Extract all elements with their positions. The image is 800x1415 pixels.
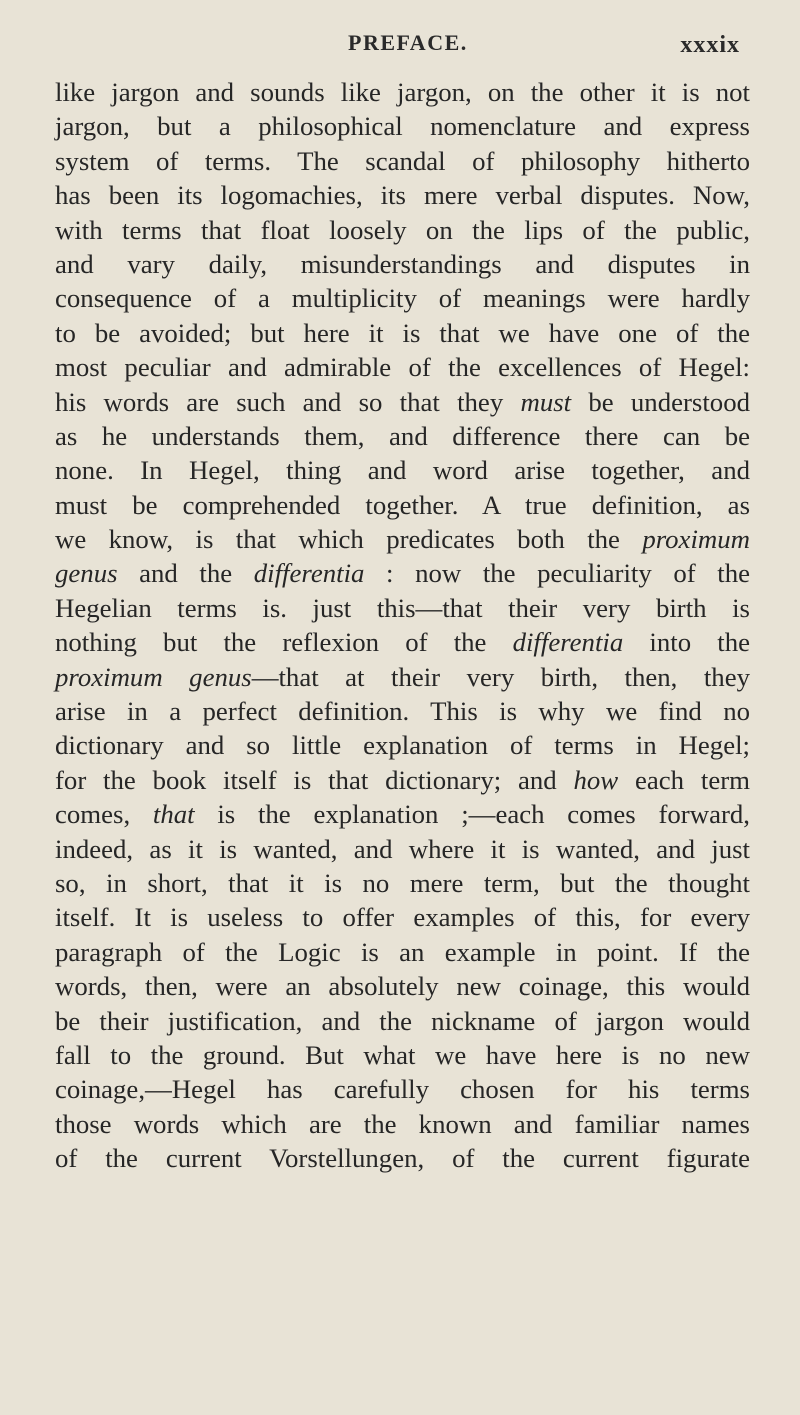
running-head: [0, 30, 800, 60]
text-segment: each term: [618, 764, 750, 795]
italic-term: proximum genus: [55, 661, 252, 692]
text-line: [55, 522, 750, 556]
text-segment: arise in a perfect definition. This is why we find no: [55, 696, 750, 727]
italic-term: proximum: [642, 524, 750, 555]
text-segment: system of terms. The scandal of philosophy hitherto: [55, 145, 750, 176]
text-segment: must be comprehended together. A true definition, as: [55, 489, 750, 520]
text-line: [55, 281, 750, 315]
text-line: [55, 453, 750, 487]
text-segment: paragraph of the Logic is an example in point. If the: [55, 936, 750, 967]
text-line: [55, 385, 750, 419]
text-line: [55, 144, 750, 178]
text-segment: coinage,—Hegel has carefully chosen for his terms: [55, 1074, 750, 1105]
text-segment: : now the peculiarity of the: [364, 558, 750, 589]
text-segment: has been its logomachies, its mere verbal disputes. Now,: [55, 180, 750, 211]
text-segment: to be avoided; but here it is that we have one of the: [55, 317, 750, 348]
text-line: [55, 109, 750, 143]
text-segment: indeed, as it is wanted, and where it is wanted, and just: [55, 833, 750, 864]
text-line: [55, 969, 750, 1003]
text-line: [55, 866, 750, 900]
text-line: [55, 1141, 750, 1175]
text-segment: none. In Hegel, thing and word arise together, and: [55, 455, 750, 486]
text-line: [55, 832, 750, 866]
italic-term: differentia: [512, 627, 624, 658]
text-segment: as he understands them, and difference there can be: [55, 420, 750, 451]
text-segment: fall to the ground. But what we have here is no new: [55, 1039, 750, 1070]
text-line: [55, 763, 750, 797]
text-line: [55, 694, 750, 728]
running-head-title: PREFACE.: [348, 30, 468, 55]
italic-term: genus: [55, 558, 118, 589]
text-segment: for the book itself is that dictionary; and: [55, 764, 574, 795]
text-segment: —that at their very birth, then, they: [251, 661, 750, 692]
text-line: [55, 1107, 750, 1141]
text-segment: be their justification, and the nickname of jargon would: [55, 1005, 750, 1036]
text-line: [55, 213, 750, 247]
italic-term: that: [152, 799, 195, 830]
italic-term: differentia: [253, 558, 365, 589]
text-line: [55, 1038, 750, 1072]
page-number: xxxix: [680, 32, 740, 58]
text-segment: so, in short, that it is no mere term, but the thought: [55, 867, 750, 898]
text-segment: and vary daily, misunderstandings and disputes in: [55, 248, 750, 279]
text-segment: like jargon and sounds like jargon, on the other it is not: [55, 77, 750, 107]
text-line: [55, 1072, 750, 1106]
text-line: [55, 660, 750, 694]
text-segment: is the explanation ;—each comes forward,: [194, 799, 750, 830]
text-segment: we know, is that which predicates both the: [55, 524, 643, 555]
text-segment: words, then, were an absolutely new coinage, this would: [55, 971, 750, 1002]
text-line: [55, 1004, 750, 1038]
italic-term: how: [573, 764, 619, 795]
text-line: [55, 728, 750, 762]
text-segment: dictionary and so little explanation of terms in Hegel;: [55, 730, 750, 761]
text-segment: into the: [623, 627, 750, 658]
text-line: [55, 419, 750, 453]
text-segment: consequence of a multiplicity of meanings were hardly: [55, 283, 750, 314]
text-line: [55, 556, 750, 590]
text-segment: Hegelian terms is. just this—that their very birth is: [55, 592, 750, 623]
text-line: [55, 591, 750, 625]
text-line: [55, 797, 750, 831]
text-line: [55, 316, 750, 350]
text-segment: be understood: [571, 386, 750, 417]
text-segment: those words which are the known and familiar names: [55, 1108, 750, 1139]
text-segment: comes,: [55, 799, 153, 830]
body-paragraph: [55, 75, 750, 1176]
text-line: [55, 178, 750, 212]
italic-term: must: [520, 386, 572, 417]
text-segment: itself. It is useless to offer examples of this, for every: [55, 902, 750, 933]
text-line: [55, 488, 750, 522]
text-segment: with terms that float loosely on the lips of the public,: [55, 214, 750, 245]
text-segment: his words are such and so that they: [55, 386, 521, 417]
text-segment: most peculiar and admirable of the excellences of Hegel:: [55, 352, 750, 383]
text-line: [55, 625, 750, 659]
text-segment: of the current Vorstellungen, of the current figurate: [55, 1143, 750, 1174]
text-line: [55, 350, 750, 384]
text-line: [55, 247, 750, 281]
text-line: [55, 75, 750, 109]
text-segment: and the: [117, 558, 254, 589]
text-line: [55, 935, 750, 969]
text-segment: nothing but the reflexion of the: [55, 627, 513, 658]
text-line: [55, 900, 750, 934]
text-segment: jargon, but a philosophical nomenclature and express: [55, 111, 750, 142]
